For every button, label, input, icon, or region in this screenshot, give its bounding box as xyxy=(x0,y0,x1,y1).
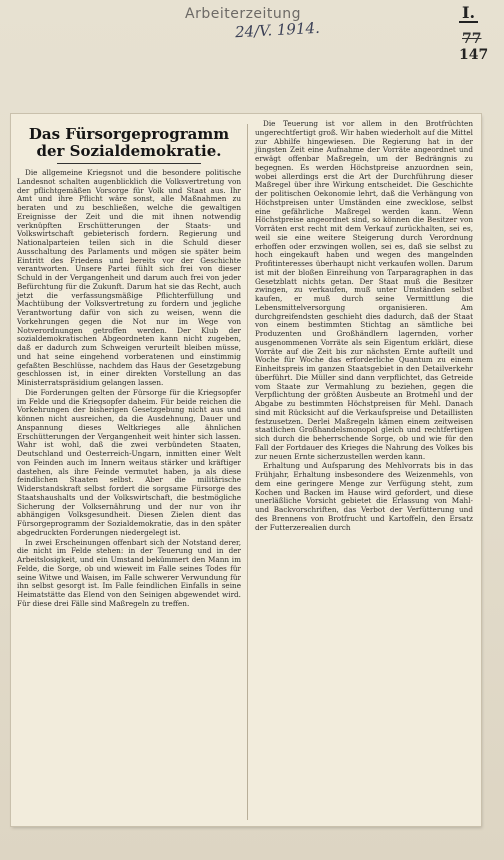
article-paragraph: Die Forderungen gelten der Fürsorge für die Kriegsopfer im Felde und die Kriegsopfer daheim. Für beide reichen die Vorkehrungen der bisherigen Gesetzgebung nicht aus und können nicht ausreichen, da die Ausdehnung, Dauer und Anspannung dieses Weltkrieges alle ähnlichen Erschütterungen der Vergangenheit weit hinter sich lassen. Wahr ist wohl, daß die zwei verbündeten Staaten, Deutschland und Oesterreich-Ungarn, inmitten einer Welt von Feinden auch im Innern weitaus stärker und kräftiger dastehen, als ihre Feinde vermutet haben, ja als diese feindlichen Staaten selbst. Aber die militärische Widerstandskraft selbst fordert die sorgsame Fürsorge des Staatshaushalts und der Volkswirtschaft, die bestmögliche Sicherung der Volksernährung und der nur von ihr abhängigen Volksgesundheit. Diesen Zielen dient das Fürsorgeprogramm der Sozialdemokratie, das in den später abgedruckten Forderungen niedergelegt ist. xyxy=(17,387,241,537)
archive-number-crossed: 77 xyxy=(462,31,482,47)
newspaper-clipping xyxy=(11,114,481,826)
archive-number: 147 xyxy=(459,47,489,63)
archive-roman-numeral: I. xyxy=(459,5,478,23)
article-left-column xyxy=(17,122,241,610)
article-right-column xyxy=(255,120,473,533)
article-paragraph: In zwei Erscheinungen offenbart sich der Notstand derer, die nicht im Felde stehen: in der Teuerung und in der Arbeitslosigkeit, und ein Umstand bekümmert den Mann im Felde, die Sorge, ob und wieweit im Falle seines Todes für seine Witwe und Waisen, im Falle schwerer Verwundung für ihn selbst gesorgt ist. Im Falle feindlichen Einfalls in seine Heimatstätte das Elend von den Seinigen abgewendet wird. Für diese drei Fälle sind Maßregeln zu treffen. xyxy=(17,537,241,608)
handwritten-date: 24/V. 1914. xyxy=(234,18,321,42)
column-divider xyxy=(247,124,248,820)
article-paragraph: Die Teuerung ist vor allem in den Brotfrüchten ungerechtfertigt groß. Wir haben wiederholt auf die Mittel zur Abhilfe hingewiesen. Die Regierung hat in der jüngsten Zeit eine Aufnahme der Vorräte angeordnet und erwägt offenbar Maßregeln, um der Bedrängnis zu begegnen. Es werden Höchstpreise anzuordnen sein, wobei allerdings erst die Art der Durchführung dieser Maßregel über ihre Wirkung entscheidet. Die Geschichte der politischen Oekonomie lehrt, daß die Verhängung von Höchstpreisen unter Umständen eine zwecklose, selbst eine gefährliche Maßregel werden kann. Wenn Höchstpreise angeordnet sind, so können die Besitzer von Vorräten erst recht mit dem Verkauf zurückhalten, sei es, weil sie eine weitere Steigerung durch Verordnung erhoffen oder erzwingen wollen, sei es, daß sie selbst zu hoch eingekauft haben und wegen des mangelnden Profitinteresses überhaupt nicht verkaufen wollen. Darum ist mit der bloßen Einreihung von Tarparagraphen in das Gesetzblatt nichts getan. Der Staat muß die Besitzer zwingen, zu verkaufen, muß unter Umständen selbst kaufen, er muß durch seine Vermittlung die Lebensmittelversorgung organisieren. Am durchgreifendsten geschieht dies dadurch, daß der Staat von einem bestimmten Stichtag an sämtliche bei Produzenten und Großhändlern lagernden, vorher ausgenommenen Vorräte als sein Eigentum erklärt, diese Vorräte auf die Zeit bis zur nächsten Ernte aufteilt und Woche für Woche das erforderliche Quantum zu einem Einheitspreis im ganzen Staatsgebiet in den Detailverkehr überführt. Die Müller sind dann verpflichtet, das Getreide vom Staate zur Vermahlung zu beziehen, gegen die Verpflichtung der größten Ausbeute an Brotmehl und der Abgabe zu bestimmten Höchstpreisen für Mehl. Danach sind mit Rücksicht auf die Verkaufspreise und Detaillisten festzusetzen. Derlei Maßregeln kämen einem zeitweisen staatlichen Großhandelsmonopol gleich und rechtfertigen sich durch die beherrschende Sorge, ob und wie für den Fall der Fortdauer des Krieges die Nahrung des Volkes bis zur neuen Ernte sicherzustellen werden kann. xyxy=(255,119,473,461)
article-headline: Das Fürsorgeprogramm der Sozialdemokratie. xyxy=(28,125,230,160)
headline-rule xyxy=(57,163,201,164)
article-paragraph: Erhaltung und Aufsparung des Mehlvorrats bis in das Frühjahr, Erhaltung insbesondere des Weizenmehls, von dem eine geringere Menge zur Verfügung steht, zum Kochen und Backen im Hause wird gefordert, und diese unerläßliche Vorsicht gebietet die Erlassung von Mahl- und Backvorschriften, das Verbot der Verfütterung und des Brennens von Brotfrucht und Kartoffeln, den Ersatz der Futterzerealien durch xyxy=(255,461,473,532)
article-paragraph: Die allgemeine Kriegsnot und die besondere politische Landesnot schalten augenblicklich die Volksvertretung von der pflichtgemäßen Vorsorge für Volk und Staat aus. Ihr Amt und ihre Pflicht wäre sonst, alle Maßnahmen zu beraten und zu beschließen, welche die gewaltigen Ereignisse der Zeit und die mit ihnen notwendig verknüpften Erschütterungen der Staats- und Volkswirtschaft gebieterisch fordern. Regierung und Nationalparteien teilen sich in die Schuld dieser Ausschaltung des Parlaments und mögen sie später beim Eintritt des Friedens und bereits vor der Geschichte verantworten. Unsere Partei fühlt sich frei von dieser Schuld in der Vergangenheit und darum auch frei von jeder Befürchtung für die Zukunft. Darum hat sie das Recht, auch jetzt die verfassungsmäßige Pflichterfüllung und Machtübung der Volksvertretung zu fordern und jegliche Verantwortung dafür von sich zu weisen, wenn die Vorkehrungen gegen die Not nur im Wege von Notverordnungen getroffen werden. Der Klub der sozialdemokratischen Abgeordneten kann nicht zugeben, daß er dadurch zum Schweigen verurteilt bleiben müsse, und hat seine eingehend vorberatenen und einstimmig gefaßten Beschlüsse, nachdem das Haus der Gesetzgebung geschlossen ist, in einer direkten Vorstellung an das Ministerratspräsidium gelangen lassen. xyxy=(17,168,241,387)
newspaper-stamp: Arbeiterzeitung xyxy=(185,6,302,22)
